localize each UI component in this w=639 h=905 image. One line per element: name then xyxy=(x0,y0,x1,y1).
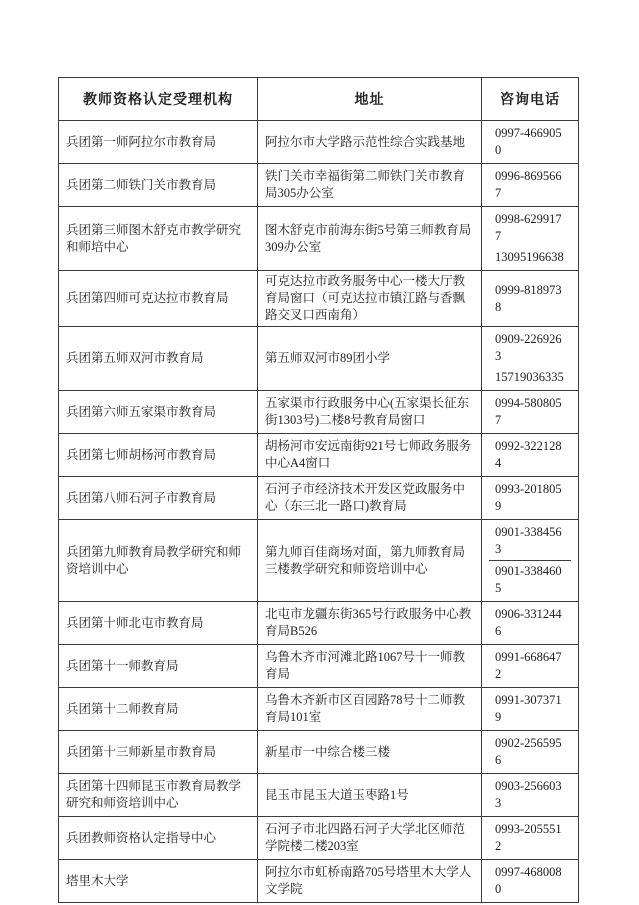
address-cell: 第九师百佳商场对面，第九师教育局三楼教学研究和师资培训中心 xyxy=(258,520,482,602)
org-cell: 兵团第四师可克达拉市教育局 xyxy=(59,271,258,327)
table-row xyxy=(59,688,579,731)
address-cell: 乌鲁木齐市河滩北路1067号十一师教育局 xyxy=(258,645,482,688)
table-row xyxy=(59,860,579,903)
table-row xyxy=(59,271,579,327)
header-address: 地址 xyxy=(258,78,482,121)
table-row xyxy=(59,731,579,774)
address-cell: 乌鲁木齐新市区百园路78号十二师教育局101室 xyxy=(258,688,482,731)
header-org: 教师资格认定受理机构 xyxy=(59,78,258,121)
org-cell: 兵团第十四师昆玉市教育局教学研究和师资培训中心 xyxy=(59,774,258,817)
agency-table xyxy=(58,77,579,903)
phone-cell xyxy=(482,817,579,860)
phone-cell xyxy=(482,391,579,434)
phone-cell xyxy=(482,645,579,688)
address-cell: 可克达拉市政务服务中心一楼大厅教育局窗口（可克达拉市镇江路与香飘路交叉口西南角） xyxy=(258,271,482,327)
phone-cell xyxy=(482,207,579,271)
org-cell: 兵团第三师图木舒克市教学研究和师培中心 xyxy=(59,207,258,271)
header-phone: 咨询电话 xyxy=(482,78,579,121)
phone-number: 0996-8695667 xyxy=(495,169,562,200)
table-row xyxy=(59,817,579,860)
org-cell: 兵团教师资格认定指导中心 xyxy=(59,817,258,860)
address-cell: 胡杨河市安远南街921号七师政务服务中心A4窗口 xyxy=(258,434,482,477)
phone-number: 0993-2055512 xyxy=(495,822,562,853)
address-cell: 石河子市经济技术开发区党政服务中心（东三北一路口)教育局 xyxy=(258,477,482,520)
phone-cell xyxy=(482,731,579,774)
phone-number: 0997-4669050 xyxy=(495,126,562,157)
phone-number: 0906-3312446 xyxy=(495,607,562,638)
phone-cell xyxy=(482,688,579,731)
org-cell: 兵团第十二师教育局 xyxy=(59,688,258,731)
phone-number: 0909-2269263 xyxy=(495,332,562,363)
table-row xyxy=(59,121,579,164)
table-row xyxy=(59,602,579,645)
address-cell: 第五师双河市89团小学 xyxy=(258,327,482,391)
phone-number: 15719036335 xyxy=(495,370,564,384)
org-cell: 兵团第五师双河市教育局 xyxy=(59,327,258,391)
org-cell: 兵团第八师石河子市教育局 xyxy=(59,477,258,520)
address-cell: 铁门关市幸福街第二师铁门关市教育局305办公室 xyxy=(258,164,482,207)
phone-number: 0999-8189738 xyxy=(495,282,562,314)
phone-cell xyxy=(482,164,579,207)
phone-number: 13095196638 xyxy=(495,250,564,264)
table-row xyxy=(59,434,579,477)
phone-number: 0991-3073719 xyxy=(495,693,562,724)
phone-cell xyxy=(482,327,579,391)
address-cell: 阿拉尔市大学路示范性综合实践基地 xyxy=(258,121,482,164)
address-cell: 昆玉市昆玉大道玉枣路1号 xyxy=(258,774,482,817)
header-row xyxy=(59,78,579,121)
phone-cell xyxy=(482,602,579,645)
phone-cell xyxy=(482,121,579,164)
table-row xyxy=(59,391,579,434)
phone-number: 0993-2018059 xyxy=(495,482,562,513)
org-cell: 兵团第七师胡杨河市教育局 xyxy=(59,434,258,477)
org-cell: 兵团第十师北屯市教育局 xyxy=(59,602,258,645)
table-row xyxy=(59,207,579,271)
phone-cell xyxy=(482,774,579,817)
phone-number: 0901-3384563 xyxy=(495,525,562,556)
org-cell: 兵团第十一师教育局 xyxy=(59,645,258,688)
table-body xyxy=(59,121,579,903)
org-cell: 兵团第一师阿拉尔市教育局 xyxy=(59,121,258,164)
phone-cell xyxy=(482,271,579,327)
phone-number: 0992-3221284 xyxy=(495,439,562,470)
address-cell: 阿拉尔市虹桥南路705号塔里木大学人文学院 xyxy=(258,860,482,903)
org-cell: 兵团第九师教育局教学研究和师资培训中心 xyxy=(59,520,258,602)
table-row xyxy=(59,774,579,817)
address-cell: 五家渠市行政服务中心(五家渠长征东街1303号)二楼8号教育局窗口 xyxy=(258,391,482,434)
phone-number: 0991-6686472 xyxy=(495,650,562,681)
phone-cell xyxy=(482,434,579,477)
table-row xyxy=(59,477,579,520)
phone-number: 0998-6299177 xyxy=(495,212,562,243)
phone-number: 0901-3384605 xyxy=(489,560,571,599)
address-cell: 石河子市北四路石河子大学北区师范学院楼二楼203室 xyxy=(258,817,482,860)
table-row xyxy=(59,164,579,207)
table-header xyxy=(59,78,579,121)
phone-cell xyxy=(482,860,579,903)
address-cell: 图木舒克市前海东街5号第三师教育局309办公室 xyxy=(258,207,482,271)
phone-number: 0997-4680080 xyxy=(495,865,562,896)
org-cell: 兵团第六师五家渠市教育局 xyxy=(59,391,258,434)
org-cell: 兵团第十三师新星市教育局 xyxy=(59,731,258,774)
phone-number: 0994-5808057 xyxy=(495,396,562,427)
address-cell: 新星市一中综合楼三楼 xyxy=(258,731,482,774)
phone-number: 0902-2565956 xyxy=(495,736,562,767)
phone-number: 0903-2566033 xyxy=(495,779,562,810)
phone-cell xyxy=(482,477,579,520)
phone-cell xyxy=(482,520,579,602)
table-row xyxy=(59,520,579,602)
table-row xyxy=(59,645,579,688)
table-row xyxy=(59,327,579,391)
address-cell: 北屯市龙疆东街365号行政服务中心教育局B526 xyxy=(258,602,482,645)
org-cell: 塔里木大学 xyxy=(59,860,258,903)
org-cell: 兵团第二师铁门关市教育局 xyxy=(59,164,258,207)
